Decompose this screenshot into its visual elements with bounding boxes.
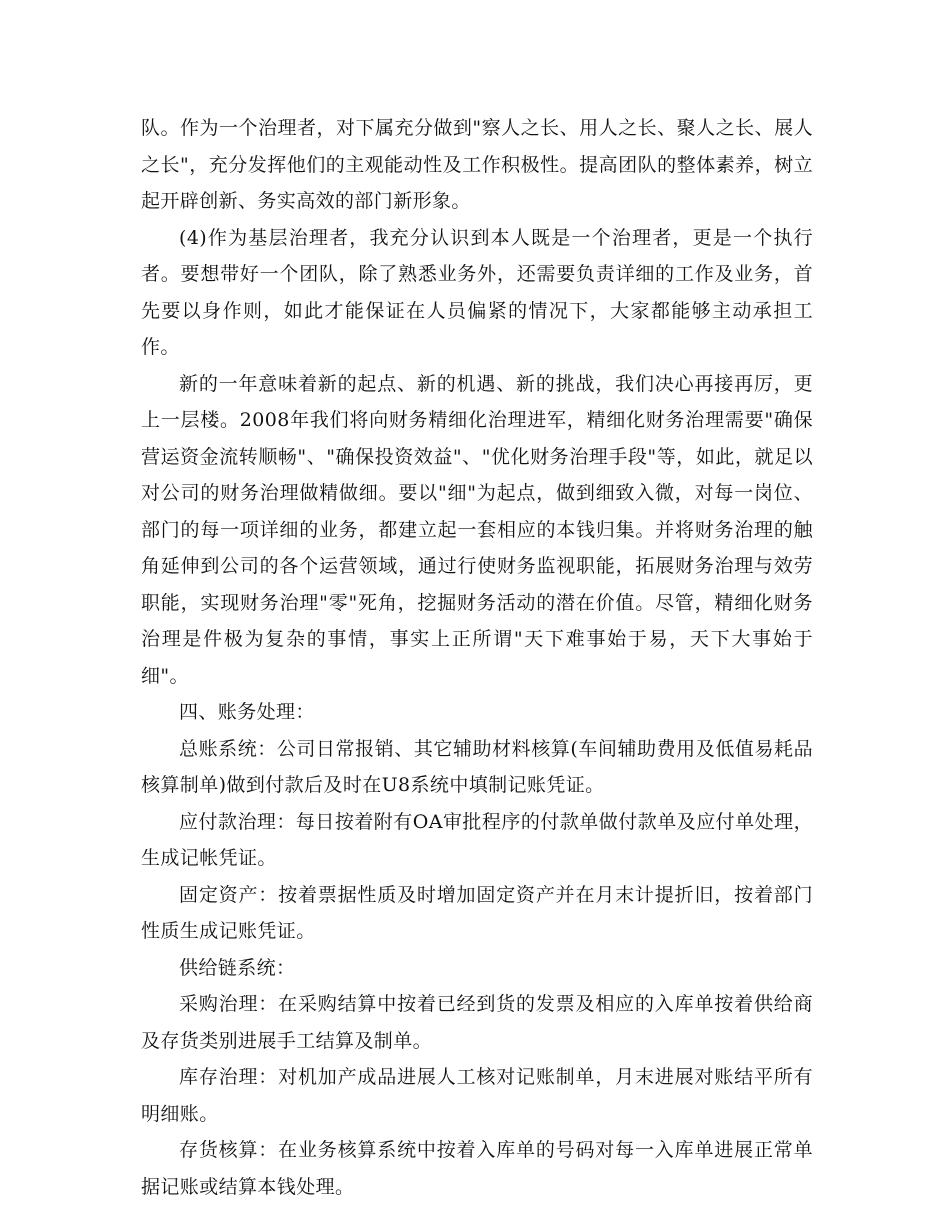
paragraph-1: 队。作为一个治理者，对下属充分做到"察人之长、用人之长、聚人之长、展人之长"，充分发挥他们的主观能动性及工作积极性。提高团队的整体素养，树立起开辟创新、务实高效的部门新形象。	[141, 117, 813, 212]
paragraph-stock-accounting: 存货核算：在业务核算系统中按着入库单的号码对每一入库单进展正常单据记账或结算本钱处理。	[141, 1139, 813, 1198]
paragraph-purchasing: 采购治理：在采购结算中按着已经到货的发票及相应的入库单按着供给商及存货类别进展手工结算及制单。	[141, 993, 813, 1052]
paragraph-accounts-payable: 应付款治理：每日按着附有OA审批程序的付款单做付款单及应付单处理，生成记帐凭证。	[141, 810, 813, 869]
paragraph-fixed-assets: 固定资产：按着票据性质及时增加固定资产并在月末计提折旧，按着部门性质生成记账凭证。	[141, 883, 813, 942]
paragraph-inventory: 库存治理：对机加产成品进展人工核对记账制单，月末进展对账结平所有明细账。	[141, 1066, 813, 1125]
paragraph-supply-chain: 供给链系统：	[179, 956, 296, 979]
document-body	[141, 110, 813, 1205]
section-heading: 四、账务处理：	[179, 701, 315, 723]
paragraph-3: 新的一年意味着新的起点、新的机遇、新的挑战，我们决心再接再厉，更上一层楼。2008年我们将向财务精细化治理进军，精细化财务治理需要"确保营运资金流转顺畅"、"确保投资效益"、"优化财务治理手段"等，如此，就足以对公司的财务治理做精做细。要以"细"为起点，做到细致入微，对每一岗位、部门的每一项详细的业务，都建立起一套相应的本钱归集。并将财务治理的触角延伸到公司的各个运营领域，通过行使财务监视职能，拓展财务治理与效劳职能，实现财务治理"零"死角，挖掘财务活动的潜在价值。尽管，精细化财务治理是件极为复杂的事情，事实上正所谓"天下难事始于易，天下大事始于细"。	[141, 372, 813, 687]
paragraph-general-ledger: 总账系统：公司日常报销、其它辅助材料核算(车间辅助费用及低值易耗品核算制单)做到付款后及时在U8系统中填制记账凭证。	[141, 737, 813, 796]
paragraph-2: (4)作为基层治理者，我充分认识到本人既是一个治理者，更是一个执行者。要想带好一个团队，除了熟悉业务外，还需要负责详细的工作及业务，首先要以身作则，如此才能保证在人员偏紧的情况下，大家都能够主动承担工作。	[141, 226, 813, 358]
